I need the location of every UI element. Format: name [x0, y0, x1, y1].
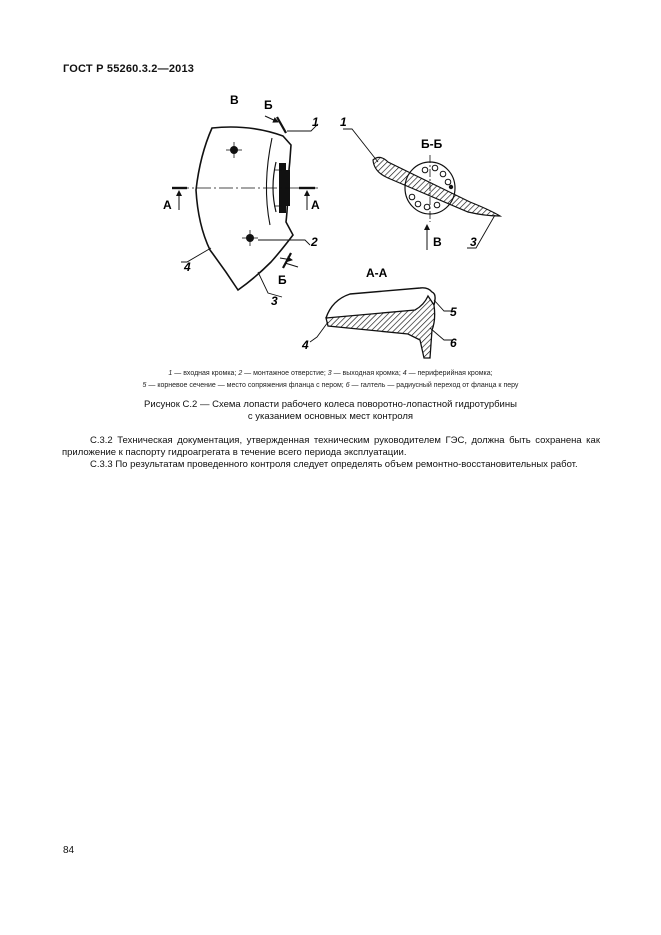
mounting-hole-top: [226, 142, 242, 158]
callout-1-main: 1: [312, 115, 319, 129]
figure-caption: [62, 399, 599, 423]
section-bb-title: Б-Б: [421, 137, 443, 151]
blade-main-view: [172, 116, 318, 297]
paragraph-c-3-2: С.3.2 Техническая документация, утвержденная техническим руководителем ГЭС, должна быть сохранена как приложение к паспорту гидроагрегата в течение всего периода эксплуатации.: [62, 435, 600, 458]
callout-4-aa: 4: [302, 338, 309, 352]
mounting-hole-bottom: [242, 230, 258, 246]
section-b-bottom-label: Б: [278, 273, 287, 287]
hub-flange: [273, 162, 290, 213]
figure-legend: [62, 368, 599, 392]
legend-line-2: 5 — корневое сечение — место сопряжения фланца с пером; 6 — галтель — радиусный переход от фланца к перу: [142, 382, 519, 389]
callout-2: 2: [311, 235, 318, 249]
callout-3-main: 3: [271, 294, 278, 308]
section-aa-view: [310, 288, 452, 358]
legend-line-1: 1 — входная кромка; 2 — монтажное отверстие; 3 — выходная кромка; 4 — периферийная кромка;: [168, 370, 493, 377]
view-v-label: В: [230, 93, 239, 107]
paragraph-c-3-3: С.3.3 По результатам проведенного контроля следует определять объем ремонтно-восстановительных работ.: [90, 459, 578, 470]
section-b-top-label: Б: [264, 98, 273, 112]
callout-1-bb: 1: [340, 115, 347, 129]
section-a-left-label: А: [163, 198, 172, 212]
page-number: 84: [63, 845, 75, 856]
callout-3-bb: 3: [470, 235, 477, 249]
blade-diagram: [0, 0, 661, 400]
callout-6: 6: [450, 336, 457, 350]
caption-line-2: с указанием основных мест контроля: [247, 411, 414, 422]
callout-5: 5: [450, 305, 457, 319]
caption-line-1: Рисунок С.2 — Схема лопасти рабочего колеса поворотно-лопастной гидротурбины: [144, 399, 517, 410]
section-a-right-label: А: [311, 198, 320, 212]
section-aa-title: А-А: [366, 266, 388, 280]
document-header: ГОСТ Р 55260.3.2—2013: [63, 63, 195, 75]
view-v-arrow-label: В: [433, 235, 442, 249]
callout-4-main: 4: [184, 260, 191, 274]
